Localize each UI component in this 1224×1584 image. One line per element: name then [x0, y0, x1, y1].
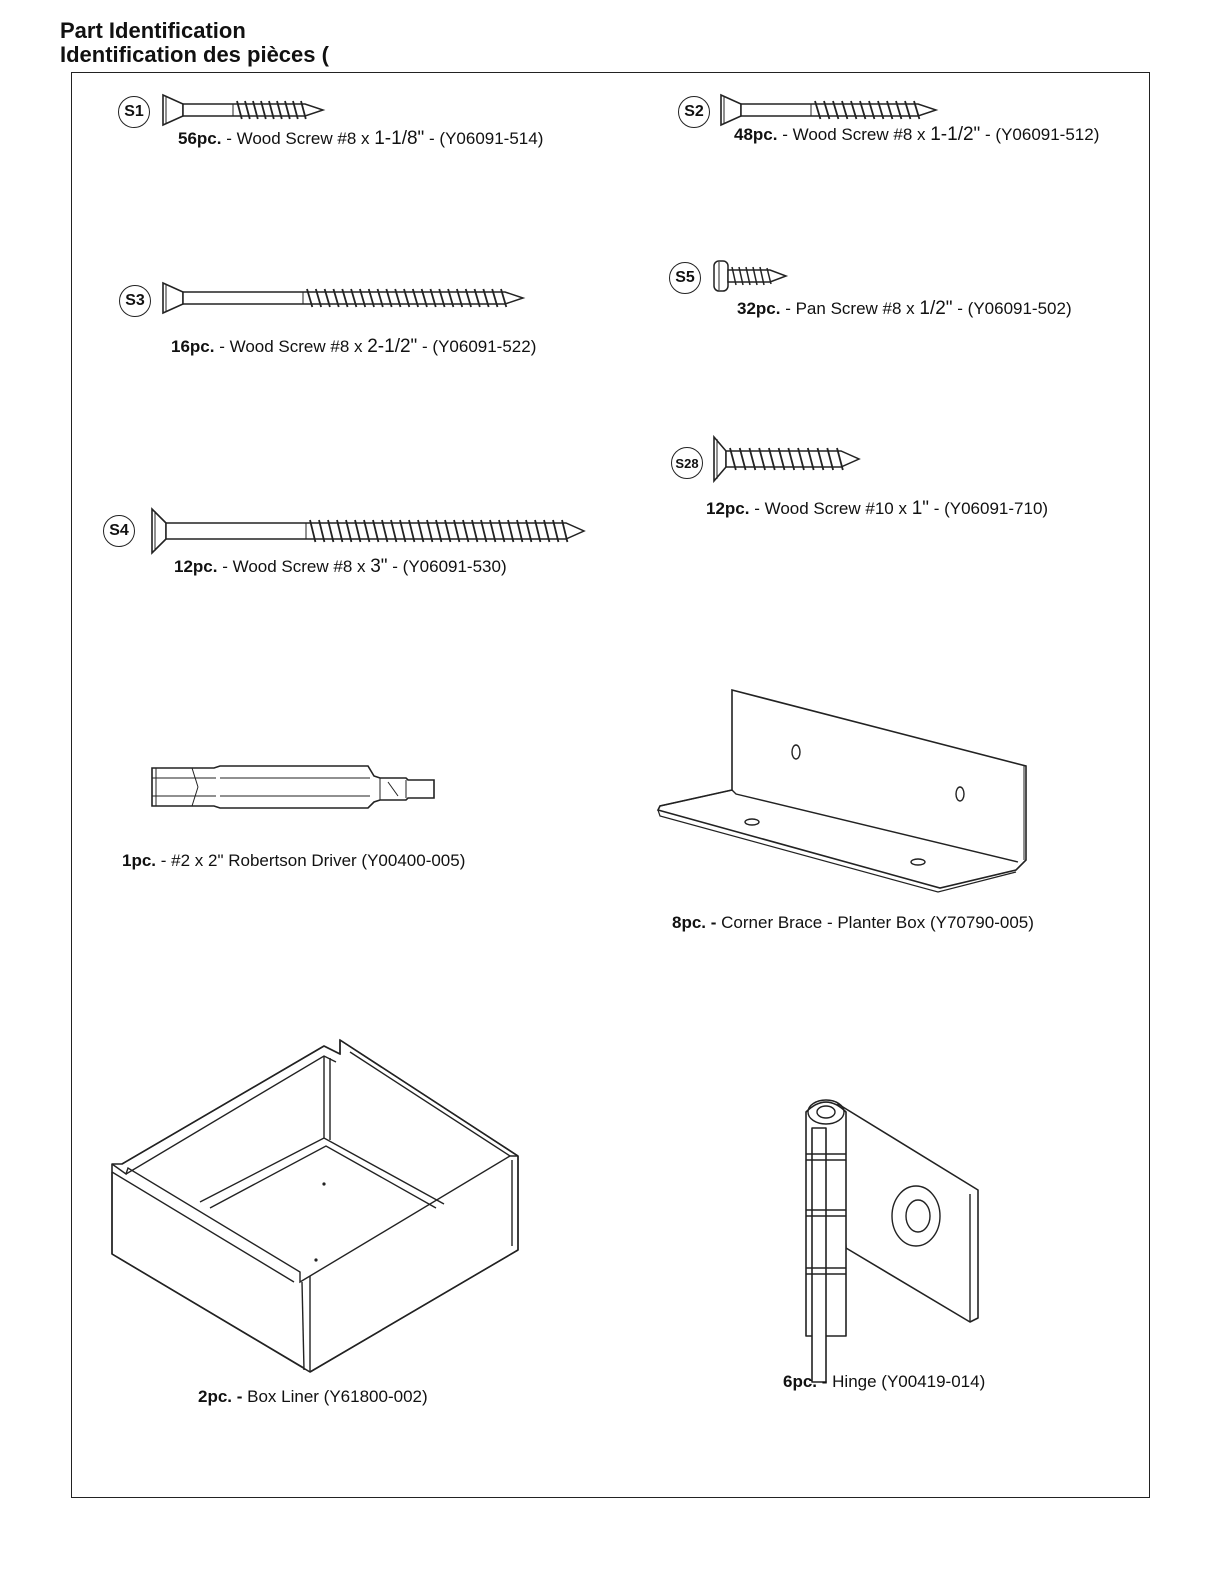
part-id-badge: S2	[678, 96, 710, 128]
part-label: 16pc. - Wood Screw #8 x 2-1/2" - (Y06091-522)	[171, 336, 537, 357]
corner-brace-icon	[650, 682, 1040, 894]
page-title: Part Identification	[60, 18, 246, 43]
part-label: 6pc. - Hinge (Y00419-014)	[783, 1372, 986, 1391]
part-label: 56pc. - Wood Screw #8 x 1-1/8" - (Y06091-514)	[178, 128, 544, 149]
part-label: 8pc. - Corner Brace - Planter Box (Y70790-005)	[672, 913, 1034, 932]
part-label: 1pc. - #2 x 2" Robertson Driver (Y00400-005)	[122, 851, 466, 870]
part-id-badge: S3	[119, 285, 151, 317]
part-id-badge: S4	[103, 515, 135, 547]
page-subtitle: Identification des pièces (	[60, 42, 329, 67]
part-label: 2pc. - Box Liner (Y61800-002)	[198, 1387, 428, 1406]
part-label: 32pc. - Pan Screw #8 x 1/2" - (Y06091-502)	[737, 298, 1072, 319]
part-id-badge: S1	[118, 96, 150, 128]
part-label: 12pc. - Wood Screw #10 x 1" - (Y06091-710)	[706, 498, 1049, 519]
part-id-badge: S28	[671, 447, 703, 479]
driver-bit-icon	[148, 762, 440, 812]
hinge-icon	[798, 1092, 988, 1384]
part-label: 12pc. - Wood Screw #8 x 3" - (Y06091-530)	[174, 556, 507, 577]
part-id-badge: S5	[669, 262, 701, 294]
box-liner-icon	[104, 1032, 534, 1382]
part-label: 48pc. - Wood Screw #8 x 1-1/2" - (Y06091-512)	[734, 124, 1100, 145]
